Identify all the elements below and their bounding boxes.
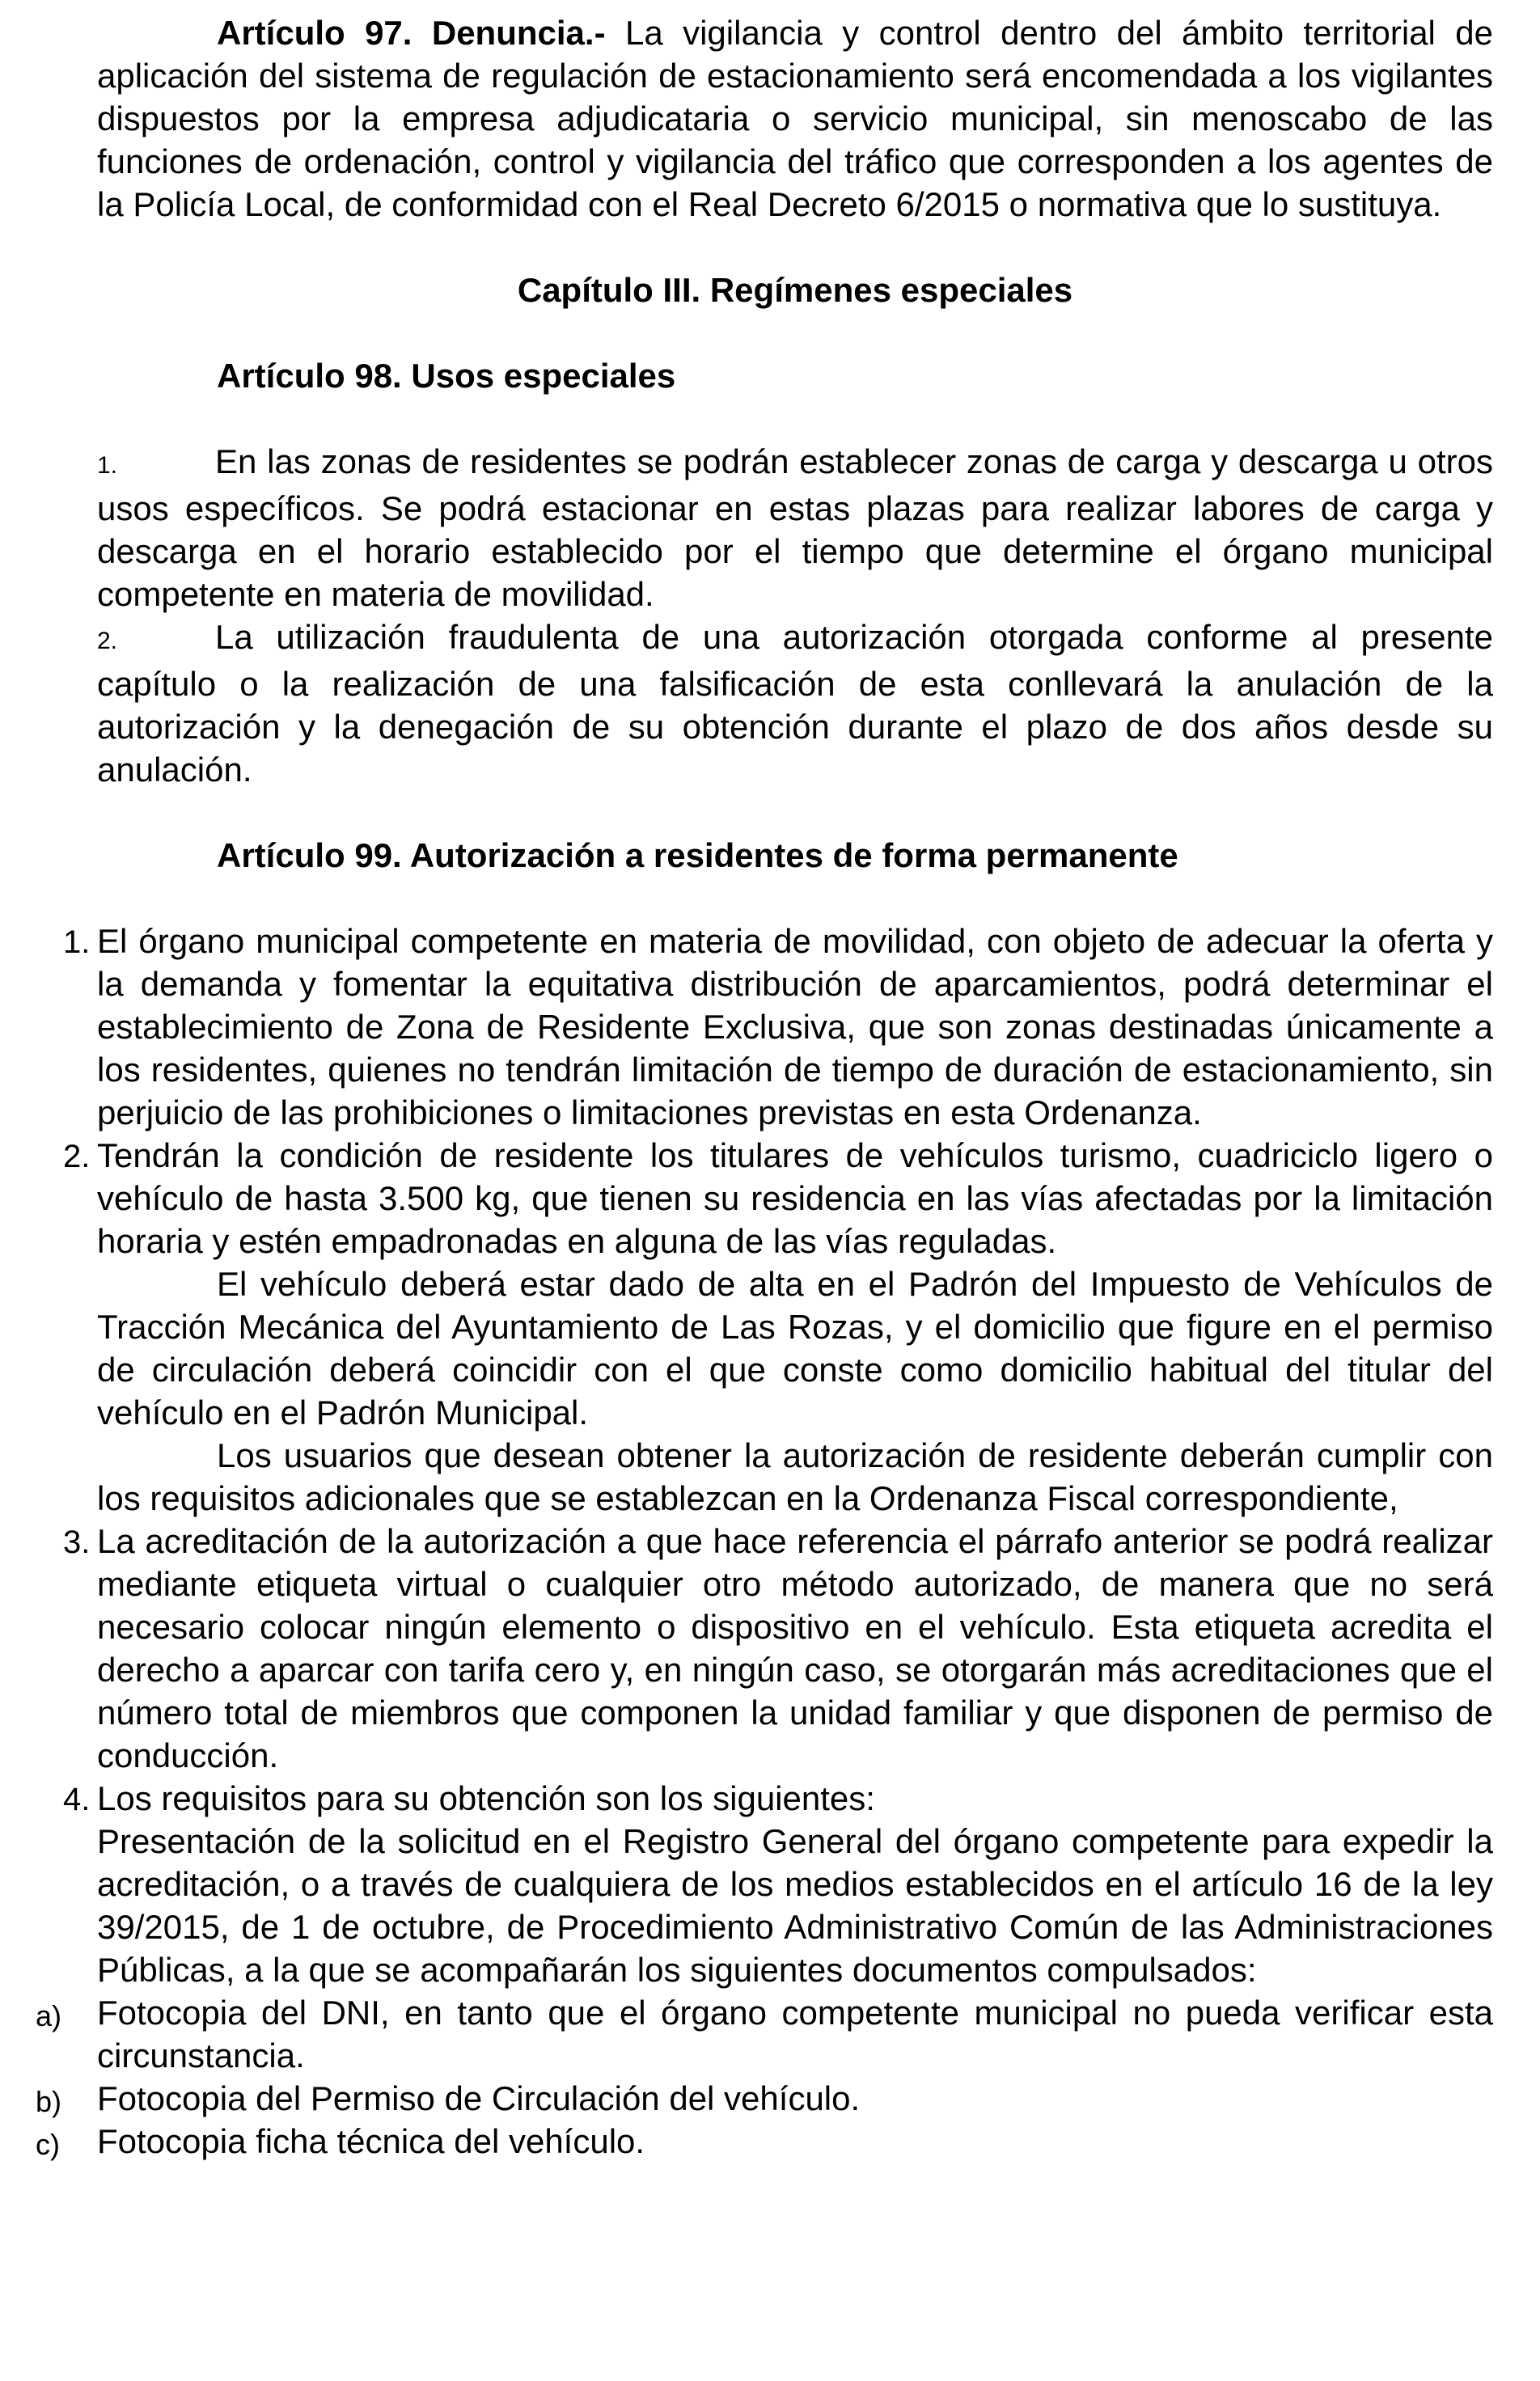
- article-99-heading: Artículo 99. Autorización a residentes de forma permanente: [217, 836, 1178, 874]
- list-item-a: [36, 1991, 1493, 2077]
- article-97-lead: Artículo 97. Denuncia.-: [217, 14, 625, 52]
- article-97-body: La vigilancia y control dentro del ámbito territorial de aplicación del sistema de regulación de estacionamiento será encomendada a los vigilantes dispuestos por la empresa adjudicataria o servicio municipal, sin menoscabo de las funciones de ordenación, control y vigilancia del tráfico que corresponden a los agentes de la Policía Local, de conformidad con el Real Decreto 6/2015 o normativa que lo sustituya.: [97, 14, 1494, 223]
- list-item-continuation: Presentación de la solicitud en el Registro General del órgano competente para expedir la acreditación, o a través de cualquiera de los medios establecidos en el artículo 16 de la ley 39/2015, de 1 de octubre, de Procedimiento Administrativo Común de las Administraciones Públicas, a la que se acompañarán los siguientes documentos compulsados:: [97, 1822, 1493, 1989]
- article-99-list: [36, 920, 1493, 2163]
- list-item-marker: 4.: [63, 1782, 91, 1817]
- list-item-marker: 1.: [97, 452, 118, 479]
- list-item-marker: 3.: [63, 1525, 91, 1560]
- list-item-text: El órgano municipal competente en materia de movilidad, con objeto de adecuar la oferta y la demanda y fomentar la equitativa distribución de aparcamientos, podrá determinar el establecimiento de Zona de Residente Exclusiva, que son zonas destinadas únicamente a los residentes, quienes no tendrán limitación de tiempo de duración de estacionamiento, sin perjuicio de las prohibiciones o limitaciones previstas en esta Ordenanza.: [97, 922, 1493, 1131]
- list-item-marker: b): [36, 2085, 62, 2118]
- list-item-marker: 1.: [63, 924, 91, 960]
- list-item-99-4: [63, 1777, 1493, 1991]
- list-item-text: Tendrán la condición de residente los titulares de vehículos turismo, cuadriciclo ligero o vehículo de hasta 3.500 kg, que tienen su residencia en las vías afectadas por la limitación horaria y estén empadronadas en alguna de las vías reguladas.: [97, 1136, 1493, 1260]
- list-item-b: [36, 2077, 1493, 2120]
- list-item-99-2: [63, 1134, 1493, 1262]
- list-item-98-1: [97, 440, 1493, 615]
- list-item-marker: 2.: [97, 628, 118, 654]
- list-item-c: [36, 2120, 1493, 2163]
- subparagraph-fiscal-ordinance: Los usuarios que desean obtener la autorización de residente deberán cumplir con los requisitos adicionales que se establezcan en la Ordenanza Fiscal correspondiente,: [97, 1436, 1493, 1517]
- chapter-3-heading: Capítulo III. Regímenes especiales: [517, 271, 1073, 309]
- article-98-list: [97, 440, 1493, 791]
- list-item-text: Los requisitos para su obtención son los siguientes:: [97, 1779, 875, 1817]
- list-item-text: Fotocopia del Permiso de Circulación del vehículo.: [97, 2079, 861, 2117]
- list-item-99-1: [63, 920, 1493, 1134]
- list-item-99-3: [63, 1520, 1493, 1777]
- article-97-paragraph: [97, 11, 1493, 226]
- list-item-marker: 2.: [63, 1139, 91, 1174]
- list-item-marker: a): [36, 1999, 62, 2032]
- article-98-heading: Artículo 98. Usos especiales: [217, 357, 676, 395]
- list-item-text: Fotocopia ficha técnica del vehículo.: [97, 2122, 645, 2160]
- list-item-98-2: [97, 615, 1493, 791]
- list-item-text: La utilización fraudulenta de una autorización otorgada conforme al presente capítulo o la realización de una falsificación de esta conllevará la anulación de la autorización y la denegación de su obtención durante el plazo de dos años desde su anulación.: [97, 618, 1493, 789]
- list-item-text: Fotocopia del DNI, en tanto que el órgano competente municipal no pueda verificar esta circunstancia.: [97, 1994, 1493, 2074]
- list-item-text: En las zonas de residentes se podrán establecer zonas de carga y descarga u otros usos específicos. Se podrá estacionar en estas plazas para realizar labores de carga y descarga en el horario establecido por el tiempo que determine el órgano municipal competente en materia de movilidad.: [97, 442, 1493, 613]
- lettered-list: [36, 1991, 1493, 2163]
- subparagraph-vehicle-registration: El vehículo deberá estar dado de alta en el Padrón del Impuesto de Vehículos de Tracción Mecánica del Ayuntamiento de Las Rozas, y el domicilio que figure en el permiso de circulación deberá coincidir con el que conste como domicilio habitual del titular del vehículo en el Padrón Municipal.: [97, 1265, 1493, 1432]
- list-item-text: La acreditación de la autorización a que hace referencia el párrafo anterior se podrá realizar mediante etiqueta virtual o cualquier otro método autorizado, de manera que no será necesario colocar ningún elemento o dispositivo en el vehículo. Esta etiqueta acredita el derecho a aparcar con tarifa cero y, en ningún caso, se otorgarán más acreditaciones que el número total de miembros que componen la unidad familiar y que disponen de permiso de conducción.: [97, 1522, 1493, 1774]
- list-item-marker: c): [36, 2128, 60, 2161]
